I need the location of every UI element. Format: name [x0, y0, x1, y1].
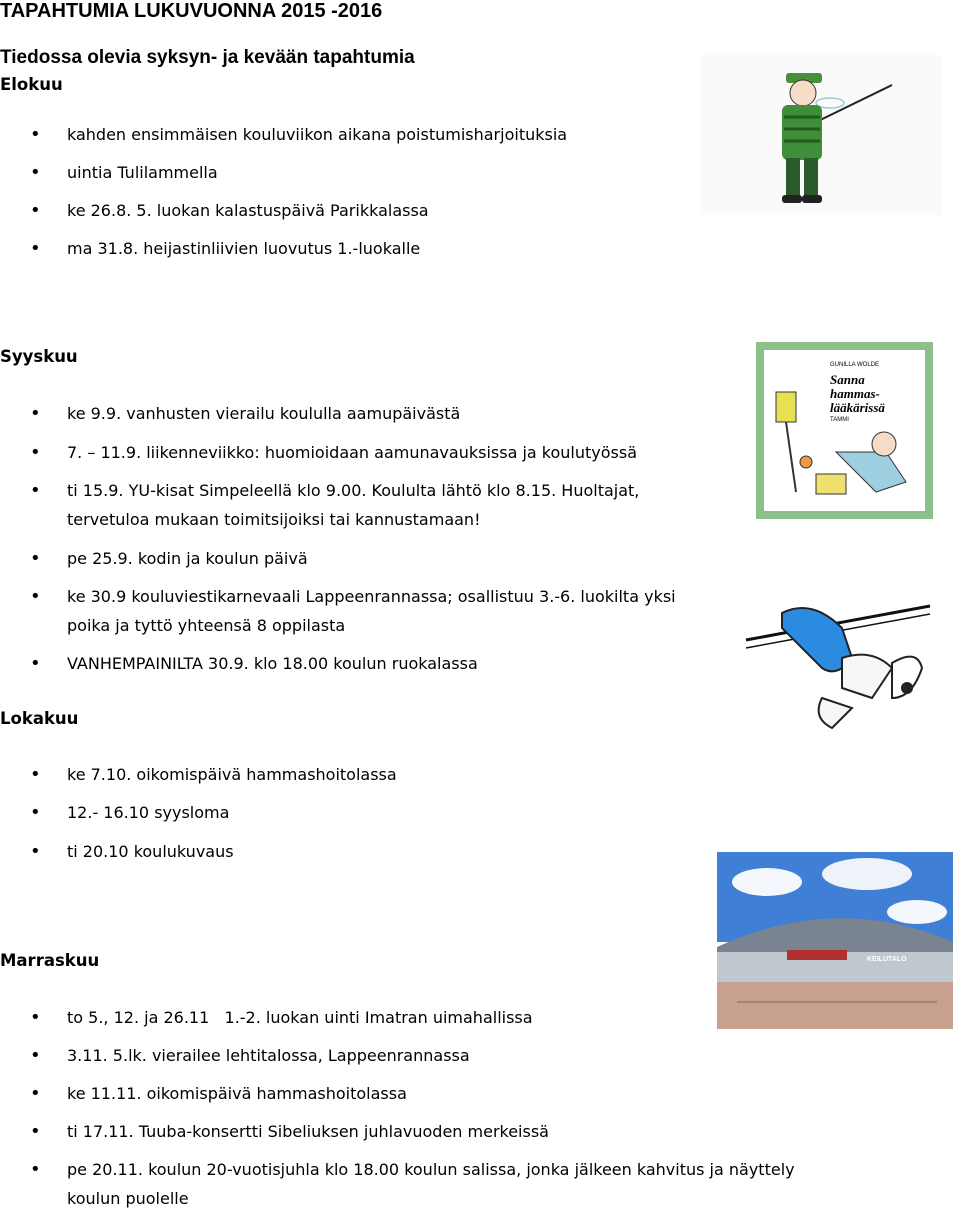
page-title: TAPAHTUMIA LUKUVUONNA 2015 -2016 — [0, 0, 383, 22]
book-publisher: TAMMI — [830, 417, 849, 423]
book-author: GUNILLA WOLDE — [830, 362, 880, 368]
month-heading-elokuu: Elokuu — [0, 75, 63, 94]
building-sign: KEILUTALO — [867, 956, 907, 963]
high-jumper-illustration — [742, 588, 932, 738]
book-cover-image — [756, 342, 933, 519]
book-title-line1: Sanna — [830, 372, 865, 387]
month-heading-marraskuu: Marraskuu — [0, 951, 100, 970]
month-heading-lokakuu: Lokakuu — [0, 709, 79, 728]
book-title-line2: hammas- — [830, 386, 880, 401]
fisher-illustration — [700, 55, 942, 215]
building-photo — [717, 852, 953, 1029]
month-heading-syyskuu: Syyskuu — [0, 347, 78, 366]
page-subtitle: Tiedossa olevia syksyn- ja kevään tapahtumia — [0, 47, 415, 68]
book-title-line3: lääkärissä — [830, 400, 885, 415]
